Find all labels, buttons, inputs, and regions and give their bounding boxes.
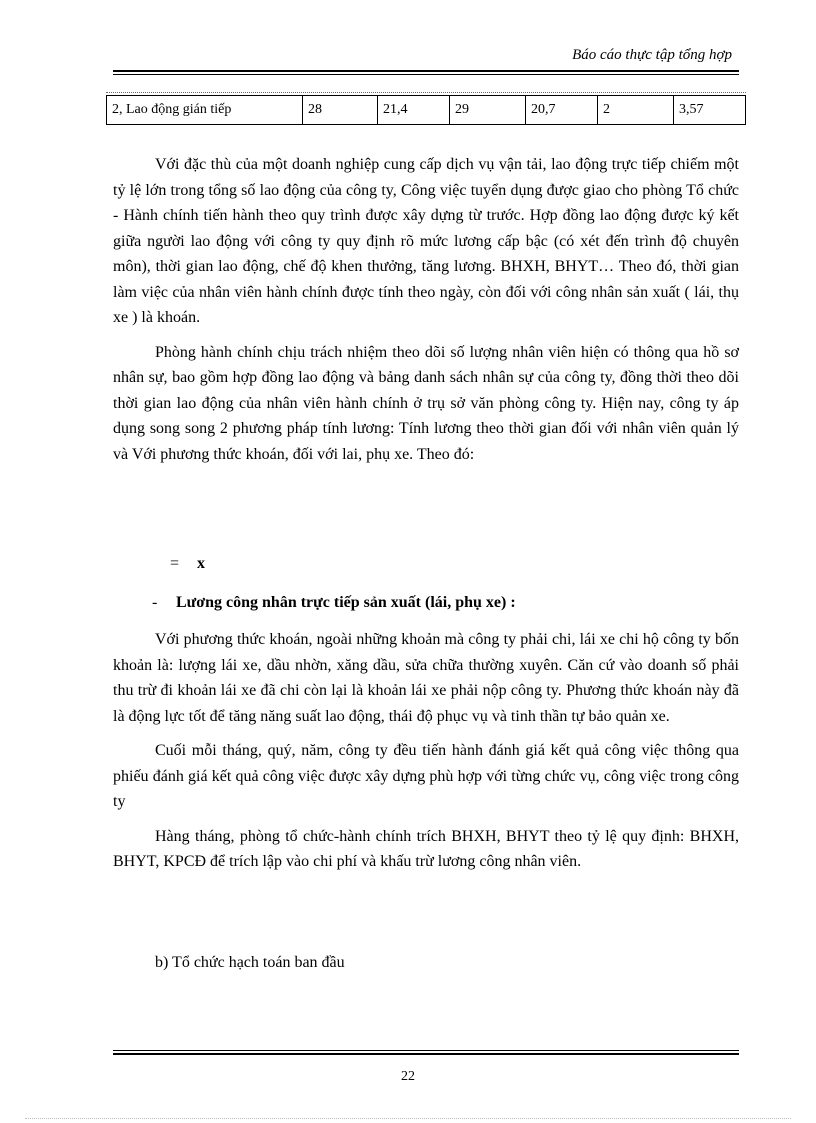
table-cell-category: 2, Lao động gián tiếp — [107, 96, 303, 124]
formula-equals: = — [170, 555, 180, 572]
paragraph: Hàng tháng, phòng tổ chức-hành chính trích BHXH, BHYT theo tỷ lệ quy định: BHXH, BHYT, KPCĐ để trích lập vào chi phí và khấu trừ lương công nhân viên. — [113, 827, 739, 870]
header-rule-bottom — [113, 74, 739, 75]
bullet-heading — [152, 594, 516, 612]
table-cell-value: 20,7 — [526, 96, 598, 124]
formula-multiply: x — [197, 555, 206, 572]
table-cell-value: 28 — [303, 96, 378, 124]
footer-rule-top — [113, 1050, 739, 1051]
page-number: 22 — [401, 1069, 415, 1084]
header-title: Báo cáo thực tập tổng hợp — [572, 47, 732, 63]
paragraph: Với đặc thù của một doanh nghiệp cung cấp dịch vụ vận tải, lao động trực tiếp chiếm một tỷ lệ lớn trong tổng số lao động của công ty, Công việc tuyển dụng được giao cho phòng Tổ chức - Hành chính tiến hành theo quy trình được xây dựng từ trước. Hợp đồng lao động được ký kết giữa người lao động với công ty quy định rõ mức lương cấp bậc (có xét đến trình độ chuyên môn), thời gian lao động, chế độ khen thưởng, tăng lương. BHXH, BHYT… Theo đó, thời gian làm việc của nhân viên hành chính được tính theo ngày, còn đối với công nhân sản xuất ( lái, thụ xe ) là khoán. — [113, 156, 739, 326]
table-row — [106, 95, 746, 125]
body-section-1 — [113, 152, 739, 467]
subheading: b) Tổ chức hạch toán ban đầu — [155, 954, 345, 971]
table-cell-value: 21,4 — [378, 96, 450, 124]
bullet-heading-text: Lương công nhân trực tiếp sản xuất (lái, phụ xe) : — [176, 594, 516, 611]
body-section-2 — [113, 627, 739, 875]
table-cell-value: 2 — [598, 96, 674, 124]
header-rule-top — [113, 70, 739, 72]
bullet-dash: - — [152, 594, 158, 611]
table-cell-value: 3,57 — [679, 102, 704, 117]
formula — [170, 555, 205, 573]
table-cell-value: 29 — [450, 96, 526, 124]
paragraph: Phòng hành chính chịu trách nhiệm theo dõi số lượng nhân viên hiện có thông qua hồ sơ nhân sự, bao gồm hợp đồng lao động và bảng danh sách nhân sự của công ty, đồng thời theo dõi thời gian lao động của nhân viên hành chính ở trụ sở văn phòng công ty. Hiện nay, công ty áp dụng song song 2 phương pháp tính lương: Tính lương theo thời gian đối với nhân viên quản lý và Với phương thức khoán, đối với lai, phụ xe. Theo đó: — [113, 343, 739, 463]
table-top-border — [106, 92, 746, 93]
paragraph: Với phương thức khoán, ngoài những khoản mà công ty phải chi, lái xe chi hộ công ty bốn khoản là: lượng lái xe, dầu nhờn, xăng dầu, sửa chữa thường xuyên. Căn cứ vào doanh số phải thu trừ đi khoản lái xe đã chi còn lại là khoản lái xe phải nộp công ty. Phương thức khoán này đã là động lực tốt để tăng năng suất lao động, thái độ phục vụ và tinh thần tự bảo quản xe. — [113, 631, 739, 725]
page-bottom-border — [25, 1118, 791, 1119]
footer-rule-bottom — [113, 1053, 739, 1055]
paragraph: Cuối mỗi tháng, quý, năm, công ty đều tiến hành đánh giá kết quả công việc thông qua phiếu đánh giá kết quả công việc được xây dựng phù hợp với từng chức vụ, công việc trong công ty — [113, 742, 739, 810]
